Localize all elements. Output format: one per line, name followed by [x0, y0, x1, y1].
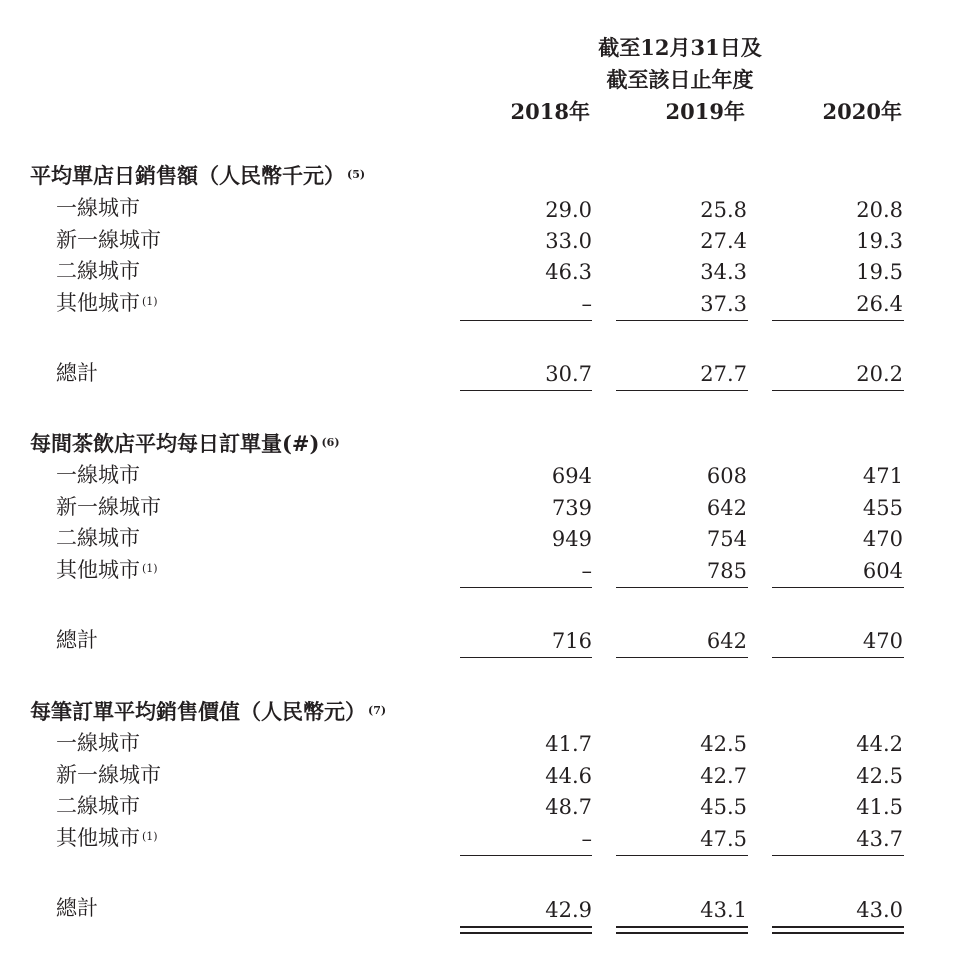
grand-total-rule	[772, 932, 904, 934]
subtotal-rule	[460, 587, 592, 588]
row-label: 新一線城市	[56, 763, 161, 787]
cell-2019: 37.3	[700, 292, 747, 316]
grand-total-rule	[616, 932, 748, 934]
total-label: 總計	[56, 896, 98, 920]
total-2020: 43.0	[856, 898, 903, 922]
cell-2020: 26.4	[856, 292, 903, 316]
row-label: 其他城市 $^{(1)}$	[56, 291, 158, 315]
total-2018: 716	[551, 629, 592, 653]
row-label: 其他城市 $^{(1)}$	[56, 826, 158, 850]
cell-2018: 48.7	[545, 795, 592, 819]
cell-2018: 46.3	[545, 260, 592, 284]
subtotal-rule	[460, 855, 592, 856]
total-2020: 20.2	[856, 362, 903, 386]
cell-2018: 33.0	[545, 229, 592, 253]
cell-2019: 42.7	[700, 764, 747, 788]
row-label: 一線城市	[56, 731, 140, 755]
footnote-marker: (7)	[368, 704, 387, 717]
cell-2020: 470	[862, 527, 903, 551]
cell-2018: 44.6	[545, 764, 592, 788]
cell-2019: 25.8	[700, 198, 747, 222]
subtotal-rule	[772, 320, 904, 321]
footnote-marker: (1)	[142, 562, 158, 575]
cell-2019: 642	[706, 496, 747, 520]
subtotal-rule	[772, 855, 904, 856]
cell-2018: 739	[551, 496, 592, 520]
cell-2020: 455	[862, 496, 903, 520]
total-2020: 470	[862, 629, 903, 653]
total-2019: 27.7	[700, 362, 747, 386]
cell-2020: 43.7	[856, 827, 903, 851]
total-rule	[616, 390, 748, 391]
row-label: 一線城市	[56, 463, 140, 487]
year-header-2018: 2018年	[510, 99, 590, 124]
year-header-2019: 2019年	[665, 99, 745, 124]
subtotal-rule	[616, 320, 748, 321]
row-label: 新一線城市	[56, 495, 161, 519]
cell-2020: 42.5	[856, 764, 903, 788]
row-label: 二線城市	[56, 259, 140, 283]
total-rule	[772, 390, 904, 391]
row-label: 二線城市	[56, 526, 140, 550]
row-label: 新一線城市	[56, 228, 161, 252]
cell-2018: 29.0	[545, 198, 592, 222]
cell-2018: –	[581, 292, 592, 316]
cell-2019: 42.5	[700, 732, 747, 756]
period-heading-line2: 截至該日止年度	[606, 67, 754, 92]
cell-2020: 19.5	[856, 260, 903, 284]
cell-2018: 949	[551, 527, 592, 551]
cell-2019: 34.3	[700, 260, 747, 284]
grand-total-rule	[772, 926, 904, 928]
footnote-marker: (6)	[321, 436, 340, 449]
subtotal-rule	[616, 855, 748, 856]
total-2019: 43.1	[700, 898, 747, 922]
total-label: 總計	[56, 628, 98, 652]
section-title-avg-order-value: 每筆訂單平均銷售價值（人民幣元） $^{(7)}$	[30, 699, 387, 724]
cell-2020: 41.5	[856, 795, 903, 819]
cell-2019: 47.5	[700, 827, 747, 851]
total-2018: 30.7	[545, 362, 592, 386]
cell-2020: 471	[862, 464, 903, 488]
period-heading-line1: 截至12月31日及	[598, 35, 762, 60]
grand-total-rule	[460, 926, 592, 928]
total-rule	[616, 657, 748, 658]
row-label: 二線城市	[56, 794, 140, 818]
cell-2018: –	[581, 827, 592, 851]
cell-2019: 27.4	[700, 229, 747, 253]
section-title-daily-sales: 平均單店日銷售額（人民幣千元） $^{(5)}$	[30, 163, 366, 188]
cell-2020: 20.8	[856, 198, 903, 222]
total-label: 總計	[56, 361, 98, 385]
cell-2019: 754	[706, 527, 747, 551]
subtotal-rule	[616, 587, 748, 588]
footnote-marker: (1)	[142, 295, 158, 308]
total-rule	[460, 390, 592, 391]
cell-2020: 19.3	[856, 229, 903, 253]
total-rule	[772, 657, 904, 658]
total-2018: 42.9	[545, 898, 592, 922]
cell-2019: 45.5	[700, 795, 747, 819]
cell-2020: 44.2	[856, 732, 903, 756]
footnote-marker: (1)	[142, 830, 158, 843]
section-title-daily-orders: 每間茶飲店平均每日訂單量(#) $^{(6)}$	[30, 431, 340, 456]
subtotal-rule	[460, 320, 592, 321]
footnote-marker: (5)	[347, 168, 366, 181]
cell-2018: –	[581, 559, 592, 583]
cell-2019: 785	[706, 559, 747, 583]
total-rule	[460, 657, 592, 658]
row-label: 其他城市 $^{(1)}$	[56, 558, 158, 582]
row-label: 一線城市	[56, 196, 140, 220]
cell-2018: 694	[551, 464, 592, 488]
grand-total-rule	[616, 926, 748, 928]
cell-2018: 41.7	[545, 732, 592, 756]
grand-total-rule	[460, 932, 592, 934]
cell-2019: 608	[706, 464, 747, 488]
year-header-2020: 2020年	[822, 99, 902, 124]
subtotal-rule	[772, 587, 904, 588]
cell-2020: 604	[862, 559, 903, 583]
total-2019: 642	[706, 629, 747, 653]
